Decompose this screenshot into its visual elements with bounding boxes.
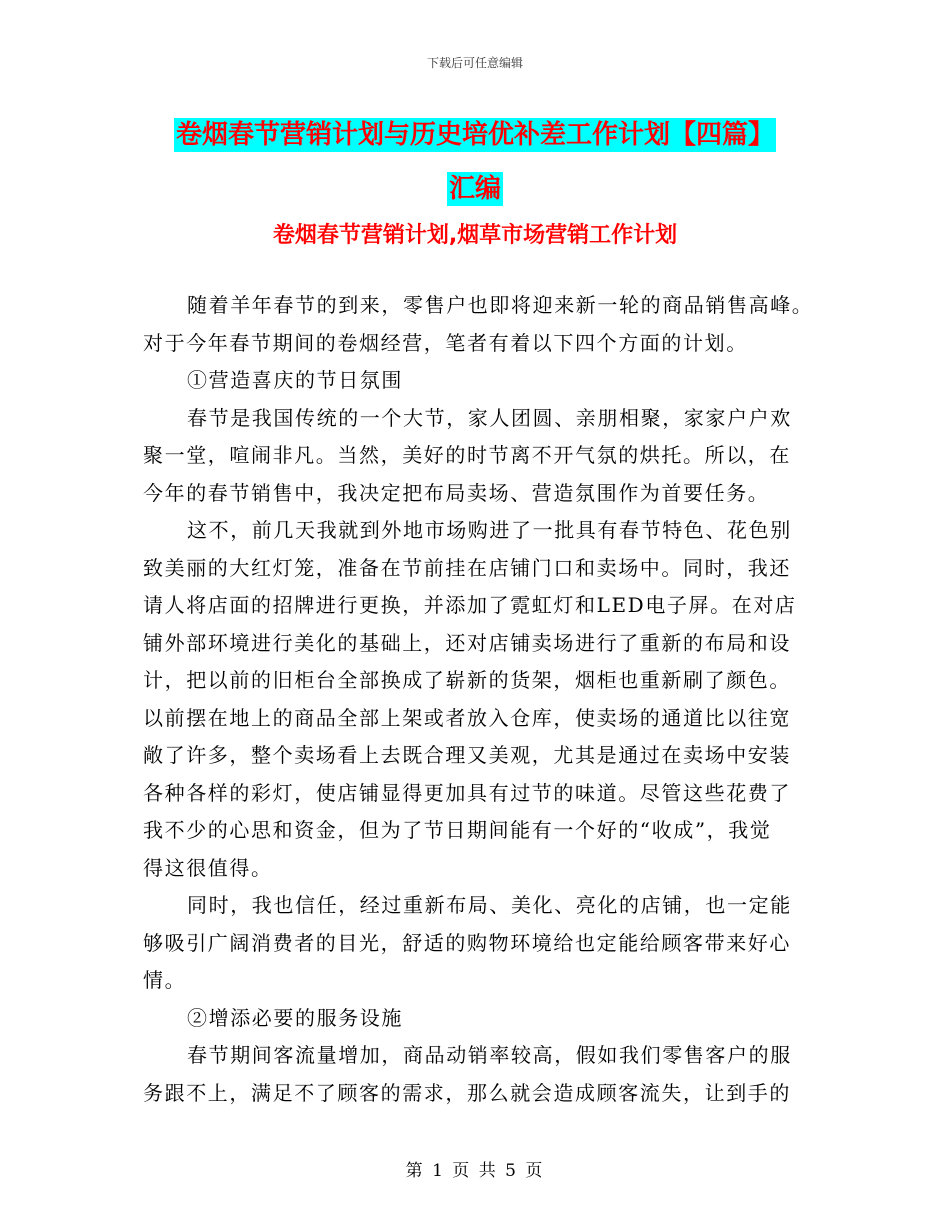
document-title xyxy=(140,108,810,216)
list-heading: ②增添必要的服务设施 xyxy=(187,1005,403,1030)
text-line: 够吸引广阔消费者的目光，舒适的购物环境给也定能给顾客带来好心 xyxy=(143,930,791,955)
document-title-line-1: 卷烟春节营销计划与历史培优补差工作计划【四篇】 xyxy=(175,120,774,150)
text-line: 随着羊年春节的到来，零售户也即将迎来新一轮的商品销售高峰。 xyxy=(187,293,814,317)
text-line: 以前摆在地上的商品全部上架或者放入仓库，使卖场的通道比以往宽 xyxy=(143,705,791,730)
text-line: 我不少的心思和资金，但为了节日期间能有一个好的“收成”，我觉 xyxy=(143,818,772,842)
document-title-line-2: 汇编 xyxy=(448,174,501,204)
text-line: 今年的春节销售中，我决定把布局卖场、营造氛围作为首要任务。 xyxy=(143,480,770,505)
text-line: 得这很值得。 xyxy=(143,855,273,880)
text-line: 请人将店面的招牌进行更换，并添加了霓虹灯和LED电子屏。在对店 xyxy=(143,593,797,617)
text-line: 这不，前几天我就到外地市场购进了一批具有春节特色、花色别 xyxy=(187,518,792,542)
page-footer: 第 1 页 共 5 页 xyxy=(405,1161,545,1181)
text-line: 情。 xyxy=(143,968,187,992)
text-line: 对于今年春节期间的卷烟经营，笔者有着以下四个方面的计划。 xyxy=(143,330,748,355)
body-text xyxy=(143,287,813,1112)
text-line: 聚一堂，喧闹非凡。当然，美好的时节离不开气氛的烘托。所以，在 xyxy=(143,443,791,467)
header-note: 下载后可任意编辑 xyxy=(426,56,523,70)
text-line: 同时，我也信任，经过重新布局、美化、亮化的店铺，也一定能 xyxy=(187,893,792,917)
list-heading: ①营造喜庆的节日氛围 xyxy=(187,368,403,392)
text-line: 春节期间客流量增加，商品动销率较高，假如我们零售客户的服 xyxy=(187,1043,792,1067)
text-line: 铺外部环境进行美化的基础上，还对店铺卖场进行了重新的布局和设 xyxy=(143,630,791,655)
text-line: 务跟不上，满足不了顾客的需求，那么就会造成顾客流失，让到手的 xyxy=(143,1080,791,1105)
text-line: 各种各样的彩灯，使店铺显得更加具有过节的味道。尽管这些花费了 xyxy=(143,780,791,805)
text-line: 致美丽的大红灯笼，准备在节前挂在店铺门口和卖场中。同时，我还 xyxy=(143,555,791,580)
text-line: 敞了许多，整个卖场看上去既合理又美观，尤其是通过在卖场中安装 xyxy=(143,743,791,767)
text-line: 计，把以前的旧柜台全部换成了崭新的货架，烟柜也重新刷了颜色。 xyxy=(143,668,791,692)
section-title: 卷烟春节营销计划,烟草市场营销工作计划 xyxy=(272,223,678,248)
text-line: 春节是我国传统的一个大节，家人团圆、亲朋相聚，家家户户欢 xyxy=(187,405,792,430)
